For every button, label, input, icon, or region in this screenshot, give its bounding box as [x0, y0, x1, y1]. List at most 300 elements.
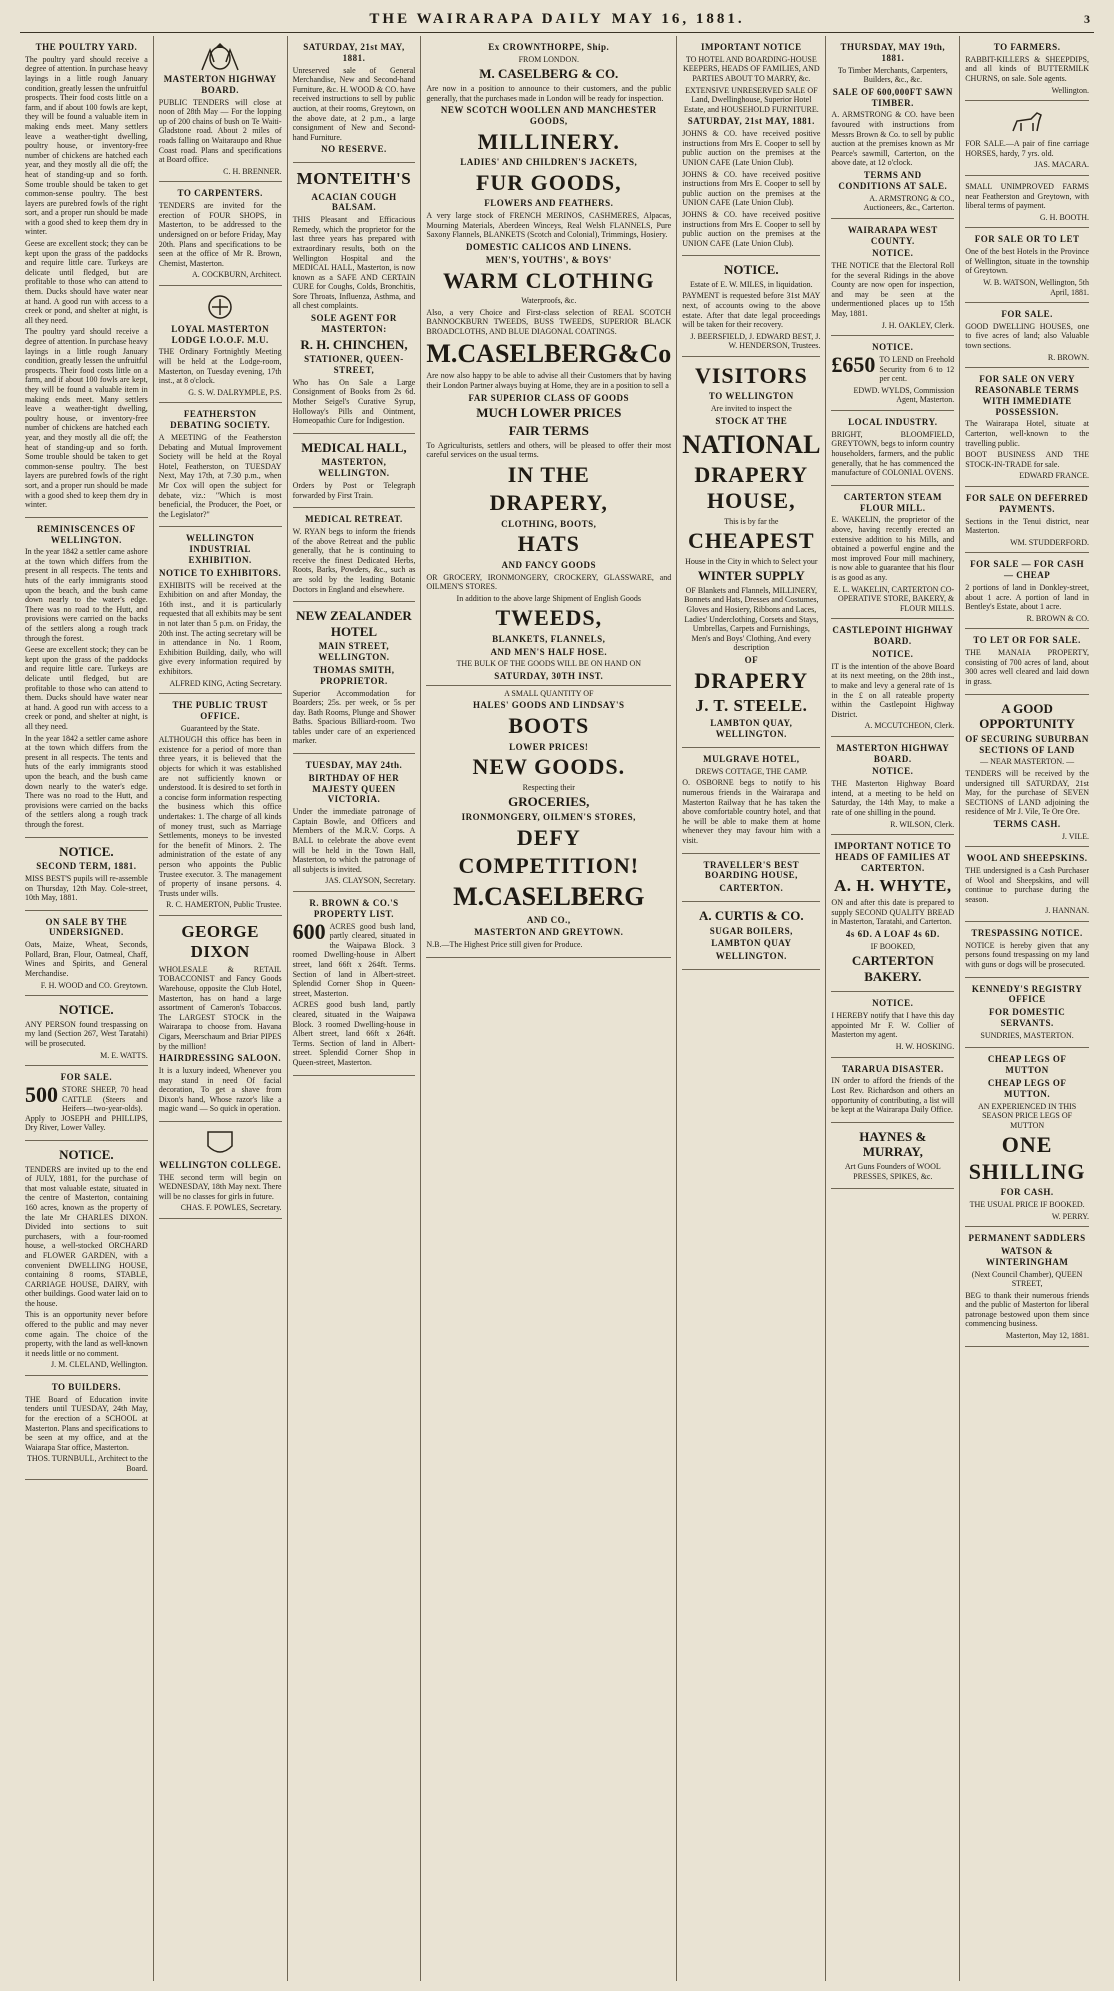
- notice-text: MISS BEST'S pupils will re-assemble on Thursday, 12th May. Cole-street, 10th May, 1881.: [25, 873, 148, 903]
- ad-builders: [25, 1376, 148, 1480]
- carpenters-text: TENDERS are invited for the erection of FOUR SHOPS, in Masterton, to be addressed to the undersigned on or before Friday, May 20th. Plans and specifications to be seen at the office of Mr R. Brown, Chemist, Masterton.: [158, 201, 282, 268]
- ad-store-sheep: [25, 1066, 148, 1141]
- ladies-line: LADIES' AND CHILDREN'S JACKETS,: [460, 157, 638, 168]
- castlepoint-notice: NOTICE.: [872, 648, 914, 659]
- steele-line: J. T. STEELE.: [695, 696, 808, 716]
- reasonable-heading: FOR SALE ON VERY REASONABLE TERMS WITH IMMEDIATE POSSESSION.: [975, 374, 1080, 417]
- birthday-heading: BIRTHDAY OF HER MAJESTY QUEEN VICTORIA.: [308, 772, 400, 805]
- timber-line: To Timber Merchants, Carpenters, Builders, &c., &c.: [837, 65, 948, 85]
- whyte-name: A. H. WHYTE,: [834, 875, 952, 895]
- sale-text: Oats, Maize, Wheat, Seconds, Pollard, Bran, Flour, Oatmeal, Chaff, Wines and Spirits, and General Merchandise.: [25, 940, 148, 979]
- national-line: NATIONAL: [682, 429, 821, 459]
- millinery-line: MILLINERY.: [477, 128, 620, 154]
- disaster-text: IN order to afford the friends of the Lost Rev. Richardson and others an opportunity of contributing, a list will be kept at the Wairarapa Daily Office.: [831, 1076, 955, 1115]
- ad-wood-sale: [293, 36, 416, 163]
- bulk-line: THE BULK OF THE GOODS WILL BE ON HAND ON: [456, 659, 642, 669]
- mill-sign: E. L. WAKELIN, CARTERTON CO-OPERATIVE STORE, BAKERY, & FLOUR MILLS.: [833, 584, 955, 613]
- highway-text: PUBLIC TENDERS will close at noon of 28th May — For the lopping up of 200 chains of bush on Te Waiti-Gladstone road. About 2 miles of roads falling on Waitaraupo and Rhue Coast road. Plans and specifications at Board office.: [158, 97, 282, 165]
- brown-text-2: ACRES good bush land, partly cleared, situated in the Waipawa Block. 3 roomed Dwelling-house in Albert street, land 66ft x 264ft. Terms. Section of land in Albert-street. Splendid Corner Shop in Queen-street, Masterton.: [292, 1000, 416, 1067]
- mhb-notice: NOTICE.: [872, 766, 914, 777]
- builders-text: THE Board of Education invite tenders until TUESDAY, 24th May, for the erection of a SCHOOL at Masterton. Plans and specifications to be seen at my office, and at the Waiarapa Star office, Masterton.: [25, 1394, 148, 1452]
- lodge-text: THE Ordinary Fortnightly Meeting will be held at the Lodge-room, Masterton, on Tuesday evening, 17th inst., at 8 o'clock.: [158, 347, 282, 386]
- ad-registry: [965, 978, 1089, 1049]
- cheap-heading: FOR SALE — FOR CASH — CHEAP: [970, 559, 1085, 581]
- clothing-line: CLOTHING, BOOTS,: [501, 518, 597, 529]
- tenders-sign: J. M. CLELAND, Wellington.: [51, 1360, 148, 1370]
- legs-mid: CHEAP LEGS OF MUTTON.: [987, 1077, 1067, 1099]
- bowen-text: JOHNS & CO. have received positive instructions from Mrs E. Cooper to sell by public auction on the premises at the UNION CAFE (Late Union Club).: [682, 129, 821, 167]
- drapery-house-line: DRAPERY HOUSE,: [694, 461, 809, 514]
- cheap-sign: R. BROWN & CO.: [1026, 613, 1089, 623]
- watson-text: BEG to thank their numerous friends and the public of Masterton for liberal patronage bestowed upon them since commencing business.: [965, 1290, 1089, 1329]
- fair-terms-line: FAIR TERMS: [508, 423, 589, 439]
- ad-lend: [831, 336, 954, 411]
- ad-local-industry: [831, 411, 954, 486]
- column-3: [288, 36, 422, 1981]
- towns-line: MASTERTON AND GREYTOWN.: [474, 927, 624, 938]
- nb-line: N.B.—The Highest Price still given for Produce.: [426, 940, 583, 950]
- cash-terms: TERMS CASH.: [993, 818, 1061, 829]
- steele-sub: LAMBTON QUAY, WELLINGTON.: [710, 718, 793, 740]
- deferred-sign: WM. STUDDERFORD.: [1010, 537, 1089, 547]
- registry-heading: KENNEDY'S REGISTRY OFFICE: [971, 983, 1083, 1005]
- ad-tenders-estate: [25, 1141, 148, 1376]
- ad-whyte-bakery: [831, 835, 954, 992]
- stock-text: A very large stock of FRENCH MERINOS, CASHMERES, Alpacas, Mourning Materials, Aberdeen Winceys, Real Welsh FLANNELS, Pure Saxony Flannels, BLANKETS (Scotch and Colonial), Trimmings, Hosiery.: [426, 211, 672, 240]
- tuesday-date: TUESDAY, MAY 24th.: [305, 760, 403, 771]
- tweeds2-line: TWEEDS,: [495, 605, 603, 631]
- ad-suburban: [965, 695, 1089, 848]
- bright-text: BRIGHT, BLOOMFIELD, GREYTOWN, begs to inform country householders, farmers, and the public generally, that he has commenced the manufacture of COLONIAL OVENS.: [831, 429, 955, 478]
- mulgrave-sub: DREWS COTTAGE, THE CAMP.: [695, 766, 808, 776]
- wool-text: THE undersigned is a Cash Purchaser of Wool and Sheepskins, and will continue to purchase during the season.: [965, 866, 1089, 904]
- mulgrave-text: O. OSBORNE begs to notify to his numerous friends in the Wairarapa and Masterton Railway that he has taken the above comfortable country hotel, and that he will be able to make them at home whenever they may favour him with a visit.: [682, 778, 821, 846]
- wool-sign: J. HANNAN.: [1045, 906, 1089, 916]
- invited-line: Are invited to inspect the: [710, 404, 792, 414]
- farmers-text: RABBIT-KILLERS & SHEEPDIPS, and all kinds of BUTTERMILK CHURNS, on sale. Sole agents.: [965, 54, 1089, 83]
- hotel-sub: MAIN STREET, WELLINGTON.: [318, 641, 390, 663]
- farmers-heading: TO FARMERS.: [993, 42, 1061, 52]
- for-cash-line: FOR CASH.: [1000, 1187, 1054, 1198]
- trust-sign: R. C. HAMERTON, Public Trustee.: [166, 900, 282, 910]
- hosking-notice: NOTICE.: [872, 998, 914, 1009]
- payment-sign: J. BEERSFIELD, J. EDWARD BEST, J. W. HENDERSON, Trustees.: [690, 331, 821, 351]
- loaf-line: 4s 6D. A LOAF 4s 6D.: [845, 928, 940, 939]
- ad-hotel-let: [965, 228, 1089, 303]
- notice-sub: SECOND TERM, 1881.: [36, 861, 137, 872]
- ad-flour-mill: [831, 486, 954, 620]
- ad-wool: [965, 847, 1089, 922]
- terms-sign: A. ARMSTRONG & CO., Auctioneers, &c., Carterton.: [863, 193, 955, 213]
- curtis-heading: A. CURTIS & CO.: [699, 908, 804, 924]
- ad-haynes: [831, 1123, 954, 1189]
- ad-tararua: [831, 1058, 954, 1123]
- masthead: [20, 6, 1094, 33]
- small-farms-text: SMALL UNIMPROVED FARMS near Featherston and Greytown, with liberal terms of payment.: [965, 181, 1089, 211]
- caselberg-text: Are now in a position to announce to their customers, and the public generally, that the purchases made in London will be ready for inspection.: [426, 83, 672, 103]
- sale-sign: F. H. WOOD and CO. Greytown.: [40, 980, 148, 990]
- mhb-sign: R. WILSON, Clerk.: [890, 819, 955, 829]
- experienced-line: AN EXPERIENCED IN THIS SEASON PRICE LEGS OF MUTTON: [977, 1101, 1077, 1130]
- hosking-sign: H. W. HOSKING.: [895, 1041, 955, 1051]
- blankets2-line: BLANKETS, FLANNELS,: [492, 633, 606, 644]
- lambton-line: LAMBTON QUAY: [711, 938, 792, 949]
- brown-heading: R. BROWN & CO.'S PROPERTY LIST.: [309, 898, 399, 919]
- ad-trespass: [25, 996, 148, 1066]
- college-text: THE second term will begin on WEDNESDAY, 18th May next. There will be no classes for girls in future.: [158, 1172, 282, 1201]
- westcounty-text: THE NOTICE that the Electoral Roll for the several Ridings in the above County are now open for inspection, and may be seen at the undermentioned places up to 15th May, 1881.: [831, 261, 955, 319]
- column-5: [677, 36, 826, 1981]
- forsale-number: 500: [25, 1082, 58, 1108]
- lodge-emblem-icon: [198, 292, 242, 322]
- extensive-line: EXTENSIVE UNRESERVED SALE OF Land, Dwellinghouse, Superior Hotel Estate, and HOUSEHOLD FURNITURE.: [683, 85, 819, 114]
- let-sign: W. B. WATSON, Wellington, 5th April, 1881.: [983, 277, 1089, 297]
- saturday-date: SATURDAY, 21st MAY, 1881.: [303, 42, 405, 63]
- page-number: 3: [1084, 11, 1090, 26]
- mens-line: MEN'S, YOUTHS', & BOYS': [485, 254, 612, 265]
- ad-miles-estate: [682, 256, 820, 357]
- winter-line: WINTER SUPPLY: [697, 568, 805, 584]
- westcounty-heading: WAIRARAPA WEST COUNTY.: [847, 224, 938, 246]
- royal-crest-icon: [198, 42, 242, 72]
- chinchen-text: Who has On Sale a Large Consignment of Books from 2s 6d. Mother Seigel's Curative Syrup, Holloway's Pills and Ointment, Homeopathic Cure for Indigestion.: [292, 377, 416, 426]
- groceries-line: GROCERIES,: [508, 794, 590, 810]
- column-2: [154, 36, 288, 1981]
- forsale-heading: FOR SALE.: [60, 1072, 113, 1083]
- bowen-text-3: JOHNS & CO. have received positive instructions from Mrs E. Cooper to sell by public auction on the premises at the UNION CAFE (Late Union Club).: [682, 209, 821, 248]
- medical-text: Orders by Post or Telegraph forwarded by First Train.: [292, 481, 416, 500]
- poultry-text-3: The poultry yard should receive a degree of attention. In purchase heavy layings in a little rough January condition, greatly lessen the unfruitful prospects. Their food costs little on a farm, and if about 100 fowls are kept, they will be found a valuable item in making ends meet. Many settlers leave a weather-tight dwelling, poultry house, or inventory-free number of chickens are hatched each year, and they mostly all die off; the heat of standing-up and so forth. Some trouble should be taken to get common-sense poultry. The best layers are purebred fowls of the right sort, and a proper run should be made with a good shed to keep them dry in winter.: [25, 327, 148, 510]
- horse-illustration-icon: [1005, 107, 1049, 137]
- retreat-text: W. RYAN begs to inform the friends of the above Retreat and the public generally, that he is continuing to receive the finest Dedicated Herbs, Roots, Barks, Powders, &c., such as are sold by the leading Botanic Doctors in England and elsewhere.: [292, 526, 416, 594]
- drapery-line: DRAPERY: [694, 667, 809, 693]
- new-goods-line: NEW GOODS.: [472, 754, 626, 780]
- crowther-sub: FROM LONDON.: [518, 54, 580, 64]
- carpenters-heading: TO CARPENTERS.: [177, 188, 263, 199]
- wood-reserve: NO RESERVE.: [321, 144, 387, 155]
- notice2-text: ANY PERSON found trespassing on my land (Section 267, West Taratahi) will be prosecuted.: [25, 1019, 148, 1049]
- saddlers-heading: PERMANENT SADDLERS: [968, 1233, 1086, 1244]
- builders-heading: TO BUILDERS.: [51, 1382, 122, 1393]
- ad-second-term: [25, 838, 148, 911]
- trespass-heading: TRESPASSING NOTICE.: [971, 928, 1083, 939]
- sat21-line: SATURDAY, 21st MAY, 1881.: [687, 116, 815, 127]
- brown-sign: R. BROWN.: [1047, 352, 1089, 362]
- warm-line: WARM CLOTHING: [442, 267, 655, 293]
- watson-sub: (Next Council Chamber), QUEEN STREET,: [971, 1269, 1083, 1289]
- and-co-line: AND CO.,: [526, 914, 571, 925]
- ad-brown-property: [293, 892, 416, 1076]
- sawmill-line: SALE OF 600,000FT SAWN TIMBER.: [832, 86, 953, 108]
- ad-medical-hall: [293, 434, 416, 508]
- college-sign: CHAS. F. POWLES, Secretary.: [180, 1203, 282, 1213]
- saturday30-line: SATURDAY, 30TH INST.: [494, 670, 604, 681]
- caselberg-heading: M. CASELBERG & CO.: [479, 66, 619, 82]
- terms-line: TERMS AND CONDITIONS AT SALE.: [838, 169, 948, 191]
- ad-timber-sale: [831, 36, 954, 219]
- ad-small-farms: [965, 176, 1089, 228]
- trespass-text: NOTICE is hereby given that any persons found trespassing on my land with guns or dogs will be prosecuted.: [965, 940, 1089, 970]
- mulgrave-heading: MULGRAVE HOTEL,: [703, 754, 800, 765]
- masthead-title: THE WAIRARAPA DAILY: [369, 10, 604, 27]
- fair-text: To Agriculturists, settlers and others, will be pleased to offer their most careful services on the usual terms.: [426, 440, 672, 460]
- exhibition-text: EXHIBITS will be received at the Exhibition on and after Monday, the 16th inst., and it is particularly requested that all exhibits may be sent in not later than 5 p.m. on Friday, the 20th inst. The acting secretary will be in attendance in No. 1 Room, Exhibition Building, daily, who will give every information required by exhibitors.: [158, 580, 282, 676]
- one-shilling-line: ONE SHILLING: [968, 1132, 1086, 1184]
- reminiscences-text: In the year 1842 a settler came ashore at the town which differs from the present in all respects. The tents and huts of the early immigrants stood upon the beach, and the bush came down nearly to the water's edge. There was no road to the Hutt, and provisions were carried on the backs of the settlers along a rough track through the forest.: [25, 547, 148, 643]
- poultry-text: The poultry yard should receive a degree of attention. In purchase heavy layings in a little rough January condition, greatly lessen the unfruitful prospects. Their food costs little on a farm, and if about 100 fowls are kept, they will be found a valuable item in making ends meet. Many settlers leave a weather-tight dwelling, poultry house, or inventory-free number of chickens are hatched each year, and they mostly all die off; the heat of standing-up and so forth. Some trouble should be taken to get common-sense poultry. The best layers are purebred fowls of the right sort, and a proper run should be made with a good shed to keep them dry in winter.: [25, 54, 148, 237]
- ad-highway-board: [159, 36, 282, 182]
- woollen-line: NEW SCOTCH WOOLLEN AND MANCHESTER GOODS,: [440, 105, 657, 126]
- hotel-owner: THOMAS SMITH, PROPRIETOR.: [313, 664, 395, 686]
- notice2-sign: M. E. WATTS.: [100, 1050, 148, 1060]
- lend-notice: NOTICE.: [872, 342, 914, 353]
- ad-medical-retreat: [293, 508, 416, 602]
- to-wellington-line: TO WELLINGTON: [708, 391, 794, 402]
- competition-line: COMPETITION!: [458, 853, 640, 879]
- let-text: One of the best Hotels in the Province of Wellington, situate in the township of Greytown.: [965, 247, 1089, 276]
- registry-sub2: SUNDRIES, MASTERTON.: [980, 1030, 1074, 1040]
- defy-line: DEFY: [516, 824, 581, 850]
- hotel-heading: NEW ZEALANDER HOTEL: [296, 608, 412, 639]
- exhibition-sub: NOTICE TO EXHIBITORS.: [159, 567, 282, 578]
- payment-text: PAYMENT is requested before 31st MAY next, of accounts owing to the above estate. After that date legal proceedings will be taken for their recovery.: [682, 291, 821, 330]
- columns: [20, 36, 1094, 1981]
- tolet-heading: TO LET OR FOR SALE.: [973, 635, 1081, 646]
- inaddition-line: In addition to the above large Shipment of English Goods: [456, 593, 642, 603]
- small-qty-line: A SMALL QUANTITY OF: [504, 688, 594, 698]
- travellers-heading: TRAVELLER'S BEST BOARDING HOUSE,: [703, 859, 800, 881]
- poultry-heading: THE POULTRY YARD.: [35, 42, 138, 52]
- carpenters-sign: A. COCKBURN, Architect.: [192, 270, 282, 280]
- haynes-sub: Art Guns Founders of WOOL PRESSES, SPIKES, &c.: [844, 1161, 941, 1181]
- ad-national-drapery: [682, 357, 820, 748]
- watson-sign: Masterton, May 12, 1881.: [1005, 1331, 1089, 1341]
- castlepoint-sign: A. MCCUTCHEON, Clerk.: [864, 721, 955, 731]
- exhibition-heading: WELLINGTON INDUSTRIAL EXHIBITION.: [185, 533, 255, 565]
- ad-debating: [159, 403, 282, 527]
- westcounty-notice: NOTICE.: [872, 248, 914, 259]
- castlepoint-text: IT is the intention of the above Board at its next meeting, on the 28th inst., to make and levy a general rate of 1s in the £ on all rateable property within the Castlepoint Highway District.: [831, 661, 955, 719]
- domestic-line: DOMESTIC CALICOS AND LINENS.: [466, 241, 632, 252]
- caselberg-footer-logo: M.CASELBERG: [453, 882, 645, 912]
- this-is-line: This is by far the: [724, 516, 779, 526]
- farmers-sign: Wellington.: [1051, 85, 1089, 95]
- college-crest-icon: [198, 1128, 242, 1158]
- crowther-heading: Ex CROWNTHORPE, Ship.: [488, 42, 610, 52]
- lower-prices-line: LOWER PRICES!: [509, 741, 589, 752]
- trust-text: ALTHOUGH this office has been in existence for a period of more than three years, it is believed that the objects for which it was established are not sufficiently known or understood. It is desired to set forth in a concise form information respecting the business which this office undertakes: 1. The charge of all kinds of money trust, such as Marriage Settlements, moneys to be invested for the benefit of Minors. 2. The administration of the estate of any person who appoints the Public Trustee executor. 3. The management of property of insane persons. 4. Trusts under wills.: [158, 735, 282, 898]
- gas-heading: A GOOD OPPORTUNITY: [979, 700, 1075, 732]
- of-line: OF: [744, 654, 759, 665]
- mens-half-line: AND MEN'S HALF HOSE.: [490, 646, 608, 657]
- lend-sign: EDWD. WYLDS, Commission Agent, Masterton.: [853, 385, 955, 405]
- poultry-text-2: Geese are excellent stock; they can be kept upon the grass of the paddocks and require little care. Turkeys are delicate until fledged, but are profitable to those who can attend to them. Ducks should have water near at hand. A good run with access to a creek or pond, and shelter at night, is all they need.: [25, 239, 148, 325]
- lodge-heading: LOYAL MASTERTON LODGE I.O.O.F. M.U.: [171, 323, 270, 345]
- tenders-heading: NOTICE.: [59, 1146, 114, 1162]
- hosking-text: I HEREBY notify that I have this day appointed Mr F. W. Collier of Masterton my agent.: [831, 1011, 955, 1040]
- haynes-heading: HAYNES & MURRAY,: [859, 1128, 927, 1160]
- caselberg-logo: M.CASELBERG&Co: [426, 339, 672, 369]
- cheapest-sub: House in the City in which to Select your: [685, 556, 818, 566]
- estate-notice-heading: NOTICE.: [724, 262, 779, 278]
- forsale-horses-text: FOR SALE.—A pair of fine carriage HORSES, hardy, 7 yrs. old.: [965, 139, 1089, 158]
- ad-manaia: [965, 629, 1089, 694]
- items-list: OF Blankets and Flannels, MILLINERY, Bonnets and Hats, Dresses and Costumes, Gloves and Hosiery, Ribbons and Laces, Ladies' Underclothing, Corsets and Stays, Umbrellas, Carpets and Furnishings, Men's and Boys' Clothing, And every description: [684, 585, 819, 653]
- ad-saddlers: [965, 1227, 1089, 1347]
- cheapest-line: CHEAPEST: [688, 528, 815, 554]
- ad-birthday-ball: [293, 754, 416, 892]
- chinchen-name: R. H. CHINCHEN,: [300, 336, 408, 352]
- ad-horses: [965, 101, 1089, 176]
- registry-sub: FOR DOMESTIC SERVANTS.: [988, 1007, 1066, 1028]
- hales-line: HALES' GOODS AND LINDSAY'S: [473, 700, 625, 711]
- local-heading: LOCAL INDUSTRY.: [848, 417, 938, 428]
- lend-amount: £650: [831, 352, 876, 378]
- notice-heading: NOTICE.: [59, 843, 114, 859]
- booked-line: IF BOOKED,: [870, 941, 916, 951]
- ad-lodge: [159, 286, 282, 404]
- much-lower-line: MUCH LOWER PRICES: [476, 405, 622, 421]
- ad-mutton: [965, 1048, 1089, 1227]
- exhibition-sign: ALFRED KING, Acting Secretary.: [169, 678, 282, 688]
- wool-heading: WOOL AND SHEEPSKINS.: [966, 853, 1088, 864]
- article-reminiscences: [25, 518, 148, 838]
- timber-text: A. ARMSTRONG & CO. have been favoured with instructions from Messrs Brown & Co. to sell by public auction at the premises known as Mr Pearce's sawmill, Carterton, on the above date, at 12 o'clock.: [831, 110, 955, 168]
- ironmongery-line: IRONMONGERY, OILMEN'S STORES,: [461, 811, 636, 822]
- watson-name: WATSON & WINTERINGHAM: [985, 1245, 1069, 1267]
- trust-heading: THE PUBLIC TRUST OFFICE.: [172, 700, 268, 721]
- legs-top: CHEAP LEGS OF MUTTON: [987, 1054, 1067, 1076]
- ball-text: Under the immediate patronage of Captain Bowle, and Officers and Members of the M.R.V. Corps. A BALL to celebrate the above event will be held in the Town Hall, Masterton, to which the patronage of all subjects is invited.: [292, 807, 416, 874]
- reasonable-text: The Wairarapa Hotel, situate at Carterton, well-known to the travelling public.: [965, 419, 1089, 448]
- debating-heading: FEATHERSTON DEBATING SOCIETY.: [170, 409, 271, 431]
- brown-text: ACRES good bush land, partly cleared, situated in the Waipawa Block. 3 roomed Dwelling-house in Albert street, land 66ft x 264ft. Terms. Section of land in Albert-street. Splendid Corner Shop in Queen-street, Masterton.: [292, 921, 416, 998]
- brown-number: 600: [292, 918, 326, 944]
- medical-heading: MEDICAL HALL,: [301, 439, 407, 455]
- flowers-line: FLOWERS AND FEATHERS.: [484, 198, 614, 209]
- drapery-line: DRAPERY,: [489, 490, 608, 516]
- stock-at-line: STOCK AT THE: [715, 415, 788, 426]
- gas-near: — NEAR MASTERTON. —: [980, 757, 1075, 767]
- wood-text: Unreserved sale of General Merchandise, New and Second-hand Furniture, &c. H. WOOD & CO. have received instructions to sell by public auction, at their rooms, Greytown, on the above date, at 2 p.m., a large consignment of New and Second-hand Furniture.: [292, 65, 416, 142]
- agent-heading: SOLE AGENT FOR MASTERTON:: [311, 313, 397, 334]
- important-heading: IMPORTANT NOTICE: [701, 42, 802, 52]
- castlepoint-heading: CASTLEPOINT HIGHWAY BOARD.: [832, 625, 954, 647]
- trust-sub: Guaranteed by the State.: [180, 723, 260, 733]
- dixon-heading: GEORGE DIXON: [181, 921, 259, 962]
- divider: [426, 685, 671, 686]
- dixon-text: WHOLESALE & RETAIL TOBACCONIST and Fancy Goods Warehouse, opposite the Club Hotel, Masterton, has on hand a large assortment of Cameron's Tobaccos. The LARGEST STOCK in the Wairarapa to choose from. Havana Cigars, Meerschaum and Briar PIPES by the million!: [158, 964, 282, 1051]
- furgoods-line: FUR GOODS,: [475, 169, 622, 195]
- ad-west-county: [831, 219, 954, 337]
- highway-sign: C. H. BRENNER.: [223, 166, 282, 176]
- westcounty-sign: J. H. OAKLEY, Clerk.: [881, 320, 955, 330]
- article-poultry: [25, 36, 148, 518]
- retreat-heading: MEDICAL RETREAT.: [305, 514, 403, 525]
- monteith-heading: MONTEITH'S: [296, 169, 412, 189]
- let-heading: FOR SALE OR TO LET: [974, 234, 1080, 245]
- ad-exhibition: [159, 527, 282, 694]
- forsale2-heading: FOR SALE.: [1001, 309, 1053, 320]
- cash-sign: J. VILE.: [1061, 831, 1089, 841]
- notice2-heading: NOTICE.: [59, 1002, 114, 1018]
- highway-heading: MASTERTON HIGHWAY BOARD.: [163, 74, 277, 95]
- ball-sign: JAS. CLAYSON, Secretary.: [325, 876, 416, 886]
- in-the-line: IN THE: [507, 461, 590, 487]
- mhb-text: THE Masterton Highway Board intend, at a meeting to be held on Saturday, the 14th May, to make a rate of one shilling in the pound.: [831, 779, 955, 818]
- medical-sub: MASTERTON, WELLINGTON.: [318, 457, 390, 479]
- hotel-text: Superior Accommodation for Boarders; 25s. per week, or 5s per day. Bath Rooms, Plunge and Shower Baths. Spacious Billiard-room. Two tables under care of an experienced marker.: [292, 688, 416, 746]
- tenders-text: TENDERS are invited up to the end of JULY, 1881, for the purchase of that most valuable estate, situated in the centre of Masterton, containing 160 acres, known as the property of the late Mr CHARLES DIXON. Divided into sections to suit purchasers, with a four-roomed house, a well-stocked ORCHARD and FLOWER GARDEN, with a convenient DWELLING HOUSE, containing 8 rooms, STABLE, CARRIAGE HOUSE, DAIRY, with other buildings. Good water laid on to the house.: [25, 1164, 148, 1308]
- sugar-line: SUGAR BOILERS,: [709, 925, 793, 936]
- ad-public-trust: [159, 694, 282, 916]
- ad-mulgrave-hotel: [682, 748, 820, 854]
- reminiscences-heading: REMINISCENCES OF WELLINGTON.: [37, 523, 136, 545]
- column-1: [20, 36, 154, 1981]
- carterton-line: CARTERTON.: [719, 883, 784, 894]
- tenders-text-2: This is an opportunity never before offered to the public and may never come again. The choice of the property, with the land as well-known it needs little or no comment.: [25, 1310, 148, 1358]
- boots-sign: EDWARD FRANCE.: [1019, 471, 1089, 481]
- bakery-line: CARTERTON BAKERY.: [851, 953, 934, 984]
- masthead-date: MAY 16, 1881.: [611, 10, 745, 27]
- column-6: [826, 36, 960, 1981]
- good-text: GOOD DWELLING HOUSES, one to five acres of land; also Valuable town sections.: [965, 321, 1089, 351]
- ad-masterton-highway: [831, 737, 954, 835]
- column-4: [421, 36, 677, 1981]
- lend-text: TO LEND on Freehold Security from 6 to 12 per cent.: [879, 355, 955, 384]
- tweeds-text: Also, a very Choice and First-class selection of REAL SCOTCH BANNOCKBURN TWEEDS, BUSS TWEEDS, SUPERIOR BLACK BROADCLOTHS, AND BLUE DIAGONAL COATINGS.: [426, 307, 672, 336]
- reminiscences-text-3: In the year 1842 a settler came ashore at the town which differs from the present in all respects. The tents and huts of the early immigrants stood upon the beach, and the bush came down nearly to the water's edge. There was no road to the Hutt, and provisions were carried on the backs of the settlers along a rough track through the forest.: [25, 733, 148, 829]
- mhb-heading: MASTERTON HIGHWAY BOARD.: [836, 742, 950, 764]
- ad-deferred: [965, 487, 1089, 553]
- ad-union-cafe-sale: [682, 36, 820, 256]
- ad-hosking: [831, 992, 954, 1057]
- ad-castlepoint: [831, 619, 954, 737]
- ad-farmers: [965, 36, 1089, 101]
- forsale-horses-sign: JAS. MACARA.: [1034, 160, 1089, 170]
- deferred-text: Sections in the Tenui district, near Masterton.: [965, 516, 1089, 536]
- disaster-heading: TARARUA DISASTER.: [841, 1063, 944, 1074]
- warm-sub: Waterproofs, &c.: [521, 295, 577, 305]
- small-farms-sign: G. H. BOOTH.: [1039, 212, 1089, 222]
- ad-trespass-7: [965, 922, 1089, 978]
- far-superior-line: FAR SUPERIOR CLASS OF GOODS: [468, 392, 630, 403]
- ad-travellers: [682, 854, 820, 902]
- respecting-line: Respecting their: [522, 782, 575, 792]
- estate-text: Estate of E. W. MILES, in liquidation.: [689, 279, 813, 289]
- usual-line: THE USUAL PRICE IF BOOKED.: [969, 1199, 1085, 1209]
- cheap-text: 2 portions of land in Donkley-street, about 1 acre. A portion of land in Bentley's Estate, about 1 acre.: [965, 582, 1089, 612]
- ad-on-sale: [25, 911, 148, 997]
- forsale-text: STORE SHEEP, 70 head CATTLE (Steers and Heifers—two-year-olds). Apply to JOSEPH and PHILLIPS, Dry River, Lower Valley.: [25, 1085, 148, 1133]
- families-heading: IMPORTANT NOTICE TO HEADS OF FAMILIES AT CARTERTON.: [834, 841, 952, 873]
- builders-sign: THOS. TURNBULL, Architect to the Board.: [27, 1454, 148, 1473]
- college-heading: WELLINGTON COLLEGE.: [159, 1159, 282, 1170]
- ad-curtis: [682, 902, 820, 970]
- visitors-line: VISITORS: [694, 363, 808, 389]
- ad-nz-hotel: [293, 602, 416, 754]
- column-7: [960, 36, 1094, 1981]
- debating-text: A MEETING of the Featherston Debating and Mutual Improvement Society will be held at the Royal Hotel, Featherston, on TUESDAY Next, May 17th, at 7.30 p.m., when Mr Cox will open the subject for debate, viz.: "Which is most beneficial, the Producer, the Poet, or the Legislator?": [158, 433, 282, 519]
- ad-cheap-land: [965, 553, 1089, 629]
- sale-heading: ON SALE BY THE UNDERSIGNED.: [45, 916, 128, 938]
- ad-reasonable-terms: [965, 368, 1089, 487]
- deferred-heading: FOR SALE ON DEFERRED PAYMENTS.: [965, 493, 1089, 514]
- usual-sign: W. PERRY.: [1051, 1211, 1089, 1221]
- mill-text: E. WAKELIN, the proprietor of the above, having recently erected an extensive addition to his Mills, and obtained a powerful engine and the most improved Four mill machinery, is now able to guarantee that his flour is as good as any.: [831, 515, 955, 582]
- chinchen-sub: STATIONER, QUEEN-STREET,: [304, 354, 404, 376]
- monteith-text: THIS Pleasant and Efficacious Remedy, which the proprietor for the last three years has prepared with extraordinary results, both on the Wellington Hospital and the MEDICAL HALL, Masterton, is now known as a SAFE AND CERTAIN CURE for Coughs, Colds, Bronchitis, Sore Throats, Influenza, Asthma, and all chest complaints.: [292, 215, 416, 311]
